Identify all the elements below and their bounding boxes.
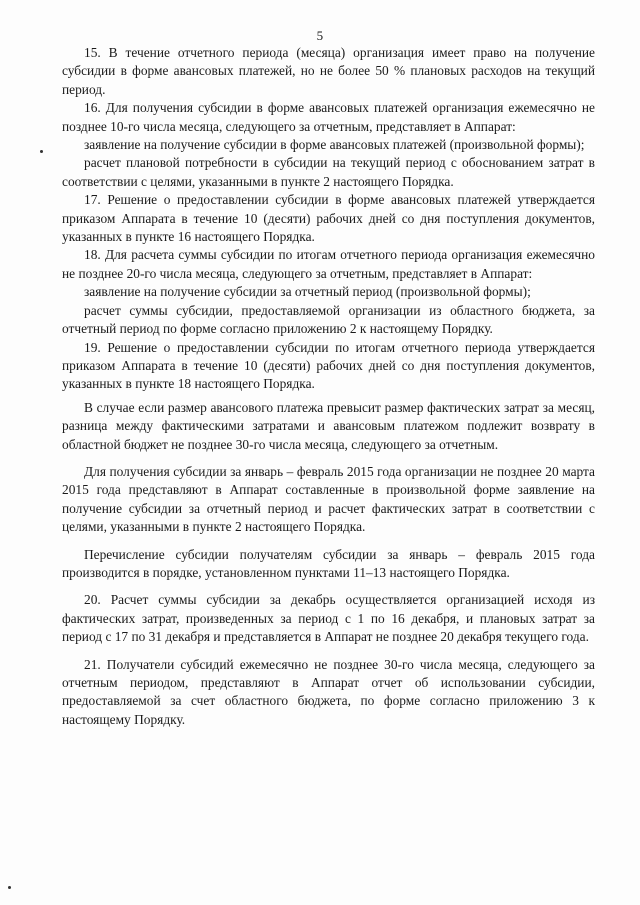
document-body bbox=[62, 44, 595, 729]
paragraph-item-20: 20. Расчет суммы субсидии за декабрь осуществляется организацией исходя из фактических затрат, произведенных за период с 1 по 16 декабря, и плановых затрат за период с 17 по 31 декабря и представляется в Аппарат не позднее 20 декабря текущего года. bbox=[62, 592, 595, 645]
paragraph-transfer-january-february: Перечисление субсидии получателям субсидии за январь – февраль 2015 года производится в порядке, установленном пунктами 11–13 настоящего Порядка. bbox=[62, 546, 595, 580]
page-number: 5 bbox=[316, 28, 324, 43]
paragraph-item-16: 16. Для получения субсидии в форме авансовых платежей организация ежемесячно не позднее 10-го числа месяца, следующего за отчетным, представляет в Аппарат: bbox=[62, 100, 595, 134]
paragraph-application-advance: заявление на получение субсидии в форме авансовых платежей (произвольной формы); bbox=[84, 137, 585, 153]
paragraph-item-17: 17. Решение о предоставлении субсидии в форме авансовых платежей утверждается приказом Аппарата в течение 10 (десяти) рабочих дней со дня поступления документов, указанных в пункте 16 настоящего Порядка. bbox=[62, 192, 595, 245]
scan-speck bbox=[40, 150, 43, 153]
scan-speck bbox=[8, 886, 11, 889]
paragraph-january-february: Для получения субсидии за январь – февраль 2015 года организации не позднее 20 марта 2015 года представляют в Аппарат составленные в произвольной форме заявление на получение субсидии за отчетный период и расчет фактических затрат в соответствии с целями, указанными в пункте 2 настоящего Порядка. bbox=[62, 463, 595, 535]
paragraph-item-18: 18. Для расчета суммы субсидии по итогам отчетного периода организация ежемесячно не позднее 20-го числа месяца, следующего за отчетным, представляет в Аппарат: bbox=[62, 247, 595, 281]
paragraph-item-21: 21. Получатели субсидий ежемесячно не позднее 30-го числа месяца, следующего за отчетным периодом, представляют в Аппарат отчет об использовании субсидии, предоставляемой за счет областного бюджета, по форме согласно приложению 3 к настоящему Порядку. bbox=[62, 656, 595, 727]
paragraph-item-19: 19. Решение о предоставлении субсидии по итогам отчетного периода утверждается приказом Аппарата в течение 10 (десяти) рабочих дней со дня поступления документов, указанных в пункте 18 настоящего Порядка. bbox=[62, 339, 595, 392]
paragraph-planned-need-calculation: расчет плановой потребности в субсидии на текущий период с обоснованием затрат в соответствии с целями, указанными в пункте 2 настоящего Порядка. bbox=[62, 155, 595, 189]
paragraph-application-period: заявление на получение субсидии за отчетный период (произвольной формы); bbox=[84, 284, 531, 300]
paragraph-subsidy-amount-calculation: расчет суммы субсидии, предоставляемой организации из областного бюджета, за отчетный период по форме согласно приложению 2 к настоящему Порядку. bbox=[62, 302, 595, 337]
paragraph-item-15: 15. В течение отчетного периода (месяца) организация имеет право на получение субсидии в форме авансовых платежей, но не более 50 % плановых расходов на текущий период. bbox=[62, 45, 595, 97]
paragraph-advance-excess-refund: В случае если размер авансового платежа превысит размер фактических затрат за месяц, разница между фактическими затратами и авансовым платежом подлежит возврату в областной бюджет не позднее 30-го числа месяца, следующего за отчетным. bbox=[62, 399, 595, 452]
